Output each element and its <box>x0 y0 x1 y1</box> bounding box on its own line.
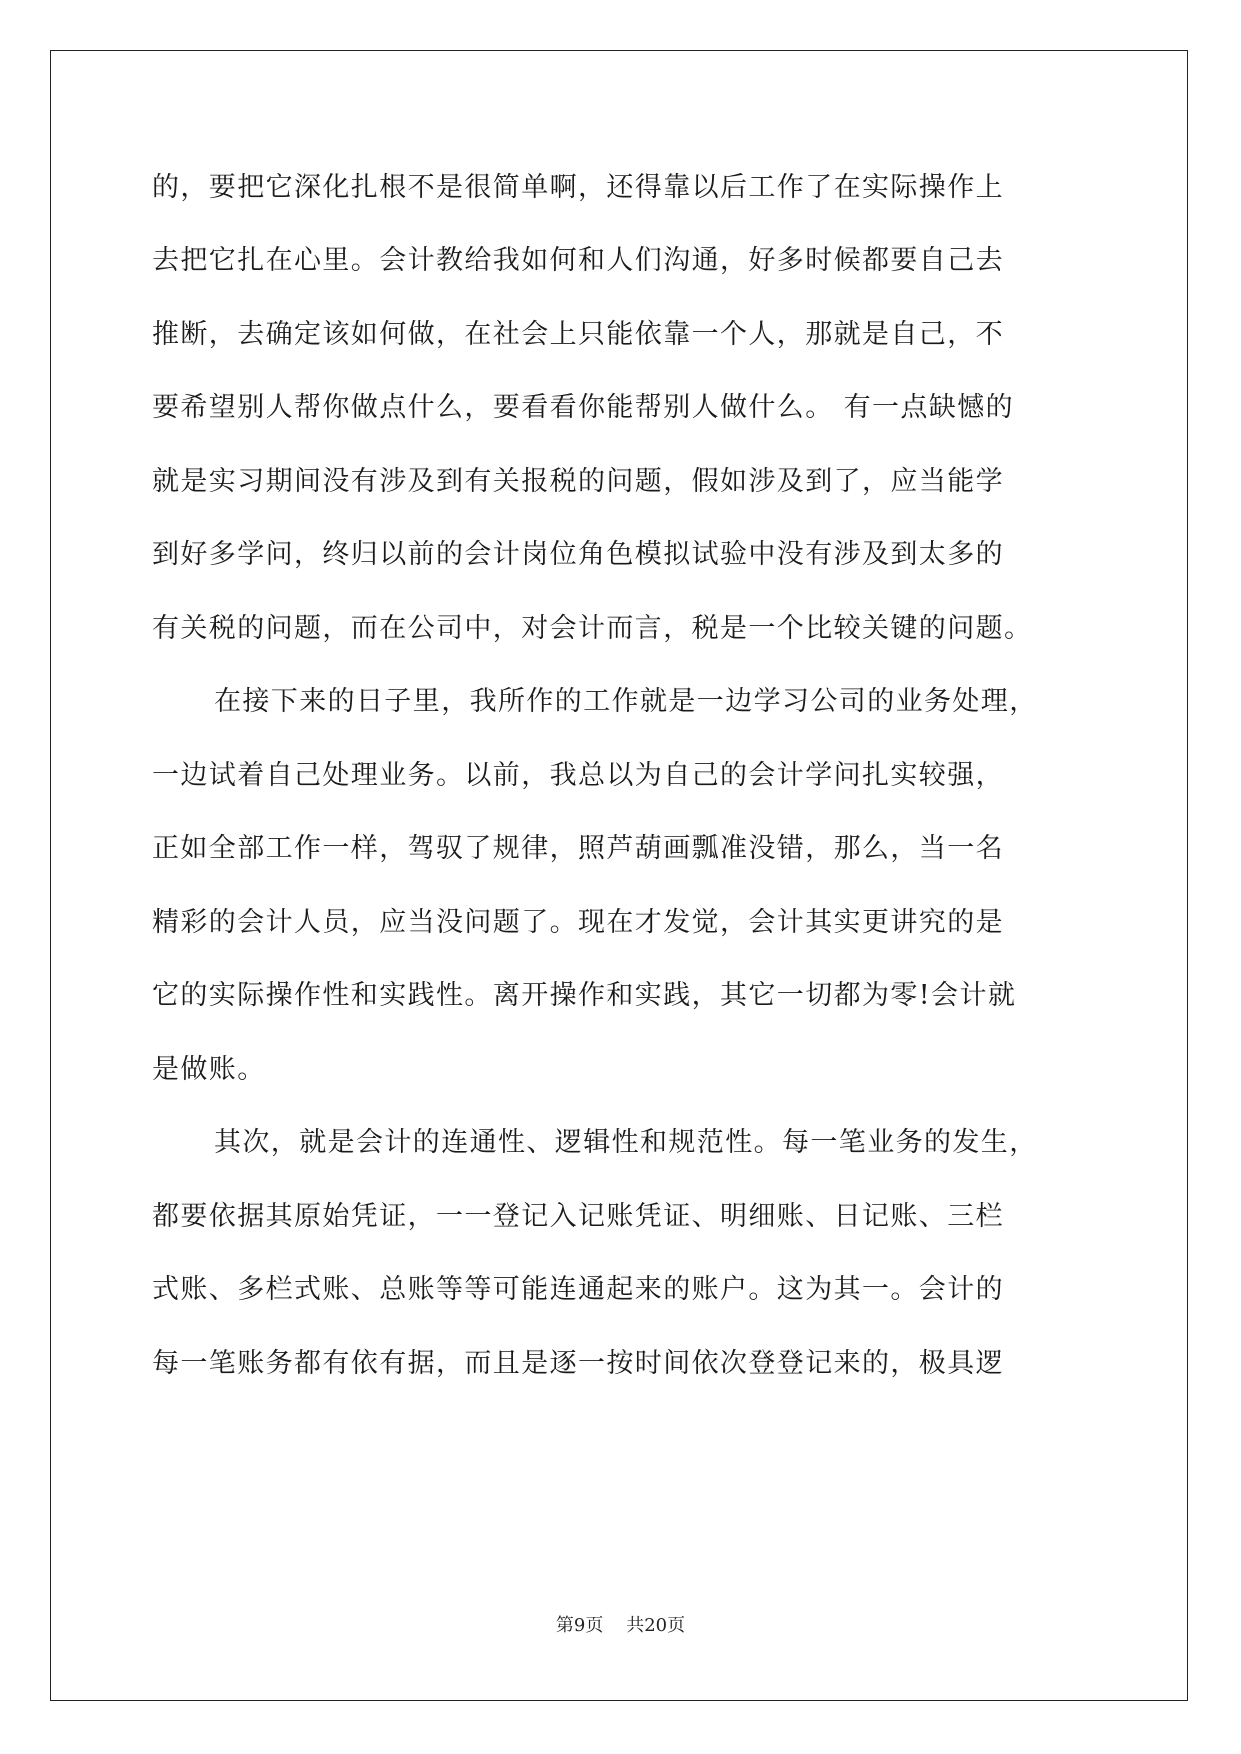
text-line: 是做账。 <box>152 1054 266 1085</box>
text-line: 就是实习期间没有涉及到有关报税的问题，假如涉及到了，应当能学 <box>152 466 1004 497</box>
text-line: 它的实际操作性和实践性。离开操作和实践，其它一切都为零!会计就 <box>152 980 1017 1011</box>
text-line: 精彩的会计人员，应当没问题了。现在才发觉，会计其实更讲究的是 <box>152 907 1004 938</box>
text-line: 正如全部工作一样，驾驭了规律，照芦葫画瓢准没错，那么，当一名 <box>152 833 1004 864</box>
paragraph-first-line: 其次，就是会计的连通性、逻辑性和规范性。每一笔业务的发生， <box>214 1127 1038 1158</box>
text-line: 推断，去确定该如何做，在社会上只能依靠一个人，那就是自己，不 <box>152 319 1004 350</box>
text-line: 去把它扎在心里。会计教给我如何和人们沟通，好多时候都要自己去 <box>152 245 1004 276</box>
text-line: 每一笔账务都有依有据，而且是逐一按时间依次登登记来的，极具逻 <box>152 1348 1004 1379</box>
text-line: 有关税的问题，而在公司中，对会计而言，税是一个比较关键的问题。 <box>152 613 1033 644</box>
text-line: 一边试着自己处理业务。以前，我总以为自己的会计学问扎实较强， <box>152 760 1004 791</box>
page-border <box>50 50 1188 1701</box>
page-number-label: 第9页 共20页 <box>555 1615 686 1636</box>
text-line: 要希望别人帮你做点什么，要看看你能帮别人做什么。 有一点缺憾的 <box>152 392 1014 423</box>
page-number-footer <box>0 1614 1241 1638</box>
text-line: 都要依据其原始凭证，一一登记入记账凭证、明细账、日记账、三栏 <box>152 1201 1004 1232</box>
text-line: 的，要把它深化扎根不是很简单啊，还得靠以后工作了在实际操作上 <box>152 172 1004 203</box>
text-line: 到好多学问，终归以前的会计岗位角色模拟试验中没有涉及到太多的 <box>152 539 1004 570</box>
paragraph-first-line: 在接下来的日子里，我所作的工作就是一边学习公司的业务处理， <box>214 686 1038 717</box>
text-line: 式账、多栏式账、总账等等可能连通起来的账户。这为其一。会计的 <box>152 1274 1004 1305</box>
